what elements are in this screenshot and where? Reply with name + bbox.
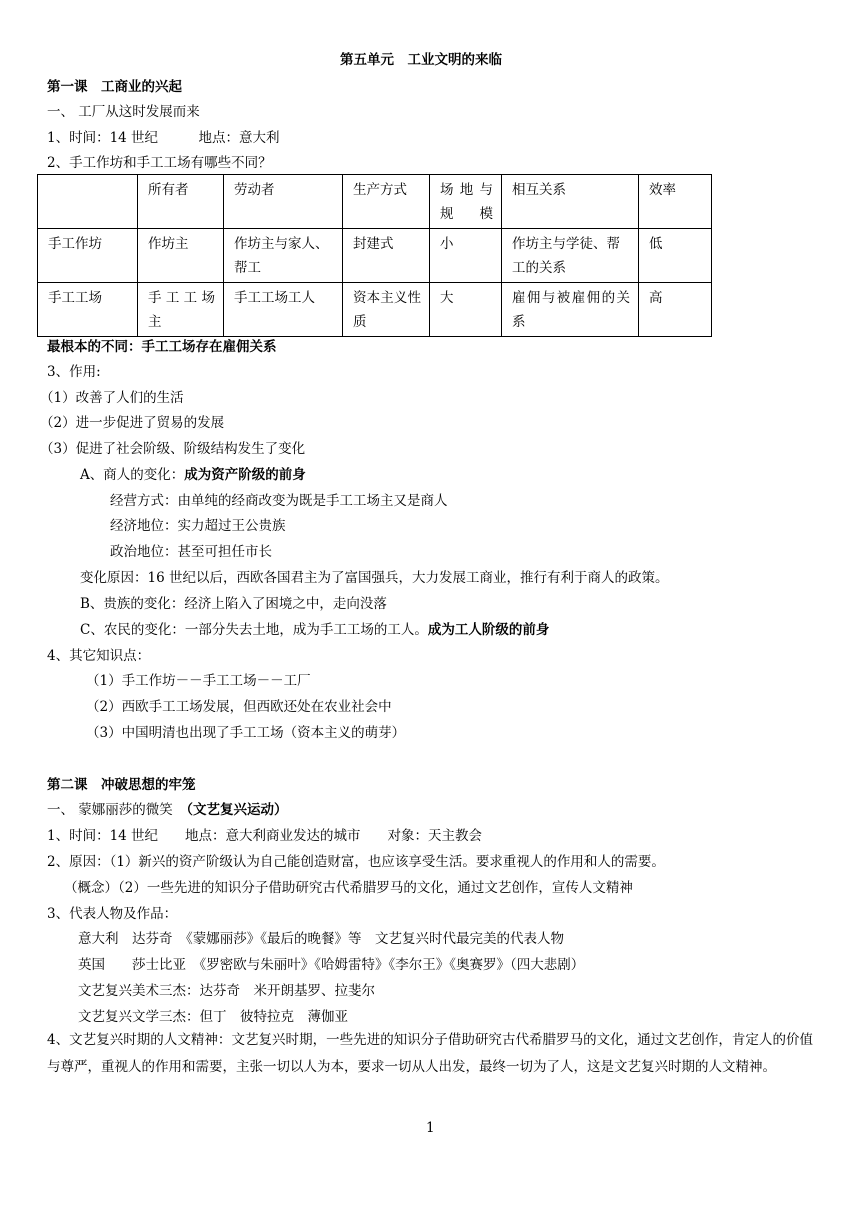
table-row xyxy=(38,229,712,283)
table-cell: 小 xyxy=(430,229,502,283)
representative-item: 文艺复兴文学三杰：但丁 彼特拉克 薄伽亚 xyxy=(78,1009,348,1025)
table-header-cell: 相互关系 xyxy=(502,175,639,229)
knowledge-item: （1）手工作坊－－手工工场－－工厂 xyxy=(86,673,311,689)
lesson1-section1: 一、 工厂从这时发展而来 xyxy=(47,104,200,120)
unit-title: 第五单元 工业文明的来临 xyxy=(340,52,502,68)
lesson2-section1 xyxy=(47,800,288,820)
merchant-change-emphasis: 成为资产阶级的前身 xyxy=(184,467,306,483)
peasant-change-emphasis: 成为工人阶级的前身 xyxy=(427,622,550,638)
lesson2-title: 第二课 冲破思想的牢笼 xyxy=(47,777,196,793)
table-header-cell: 效率 xyxy=(639,175,712,229)
peasant-change xyxy=(80,620,549,640)
comparison-table xyxy=(37,174,712,337)
lesson2-cause-2: （概念）（2）一些先进的知识分子借助研究古代希腊罗马的文化，通过文艺创作，宣传人文精神 xyxy=(64,880,633,896)
table-cell: 高 xyxy=(639,283,712,337)
table-cell: 封建式 xyxy=(343,229,430,283)
lesson2-cause: 2、原因：（1）新兴的资产阶级认为自己能创造财富，也应该享受生活。要求重视人的作用和人的需要。 xyxy=(47,854,665,870)
page-number: 1 xyxy=(426,1120,435,1136)
merchant-change-label: A、商人的变化： xyxy=(80,467,185,483)
table-header-cell: 劳动者 xyxy=(224,175,343,229)
lesson1-title: 第一课 工商业的兴起 xyxy=(47,79,182,95)
representative-item: 文艺复兴美术三杰：达芬奇 米开朗基罗、拉斐尔 xyxy=(78,983,375,999)
table-cell: 手工工场工人 xyxy=(224,283,343,337)
representative-item: 意大利 达芬奇 《蒙娜丽莎》《最后的晚餐》等 文艺复兴时代最完美的代表人物 xyxy=(78,931,564,947)
table-row xyxy=(38,283,712,337)
merchant-detail: 经营方式：由单纯的经商改变为既是手工工场主又是商人 xyxy=(110,493,448,509)
peasant-change-label: C、农民的变化：一部分失去土地，成为手工工场的工人。 xyxy=(80,622,428,638)
representatives-heading: 3、代表人物及作品： xyxy=(47,906,178,922)
lesson2-time-place: 1、时间：14 世纪 地点：意大利商业发达的城市 对象：天主教会 xyxy=(47,828,483,844)
renaissance-label: （文艺复兴运动） xyxy=(186,802,288,818)
humanism-paragraph: 4、文艺复兴时期的人文精神：文艺复兴时期，一些先进的知识分子借助研究古代希腊罗马的文化，通过文艺创作，肯定人的价值与尊严，重视人的作用和需要，主张一切以人为本，要求一切从人出发，最终一切为了人，这是文艺复兴时期的人文精神。 xyxy=(47,1032,813,1075)
lesson2-section1-label: 一、 蒙娜丽莎的微笑 xyxy=(47,802,187,818)
table-cell: 手工工场 xyxy=(38,283,138,337)
other-points-heading: 4、其它知识点： xyxy=(47,648,151,664)
table-cell: 作坊主与家人、帮工 xyxy=(224,229,343,283)
merchant-detail: 经济地位：实力超过王公贵族 xyxy=(110,518,286,534)
table-cell: 作坊主 xyxy=(138,229,224,283)
lesson1-time-place: 1、时间：14 世纪 地点：意大利 xyxy=(47,130,280,146)
root-difference: 最根本的不同：手工工场存在雇佣关系 xyxy=(47,339,277,355)
change-reason: 变化原因：16 世纪以后，西欧各国君主为了富国强兵，大力发展工商业，推行有利于商人的政策。 xyxy=(80,570,669,586)
knowledge-item: （2）西欧手工工场发展，但西欧还处在农业社会中 xyxy=(86,699,392,715)
table-cell: 大 xyxy=(430,283,502,337)
representative-item: 英国 莎士比亚 《罗密欧与朱丽叶》《哈姆雷特》《李尔王》《奥赛罗》（四大悲剧） xyxy=(78,957,585,973)
table-header-row xyxy=(38,175,712,229)
table-header-cell: 场地与规模 xyxy=(430,175,502,229)
effect-item: （2）进一步促进了贸易的发展 xyxy=(40,415,225,431)
table-cell: 雇佣与被雇佣的关系 xyxy=(502,283,639,337)
noble-change: B、贵族的变化：经济上陷入了困境之中，走向没落 xyxy=(80,596,387,612)
table-header-cell xyxy=(38,175,138,229)
merchant-change xyxy=(80,465,306,485)
table-cell: 手工工场主 xyxy=(138,283,224,337)
table-cell: 低 xyxy=(639,229,712,283)
effect-item: （1）改善了人们的生活 xyxy=(40,390,184,406)
merchant-detail: 政治地位：甚至可担任市长 xyxy=(110,544,272,560)
effect-item: （3）促进了社会阶级、阶级结构发生了变化 xyxy=(40,441,306,457)
table-cell: 作坊主与学徒、帮工的关系 xyxy=(502,229,639,283)
lesson1-section2: 2、手工作坊和手工工场有哪些不同？ xyxy=(47,155,272,171)
table-header-cell: 生产方式 xyxy=(343,175,430,229)
table-cell: 手工作坊 xyxy=(38,229,138,283)
effects-heading: 3、作用: xyxy=(47,364,101,380)
table-header-cell: 所有者 xyxy=(138,175,224,229)
knowledge-item: （3）中国明清也出现了手工工场（资本主义的萌芽） xyxy=(86,725,406,741)
table-cell: 资本主义性质 xyxy=(343,283,430,337)
